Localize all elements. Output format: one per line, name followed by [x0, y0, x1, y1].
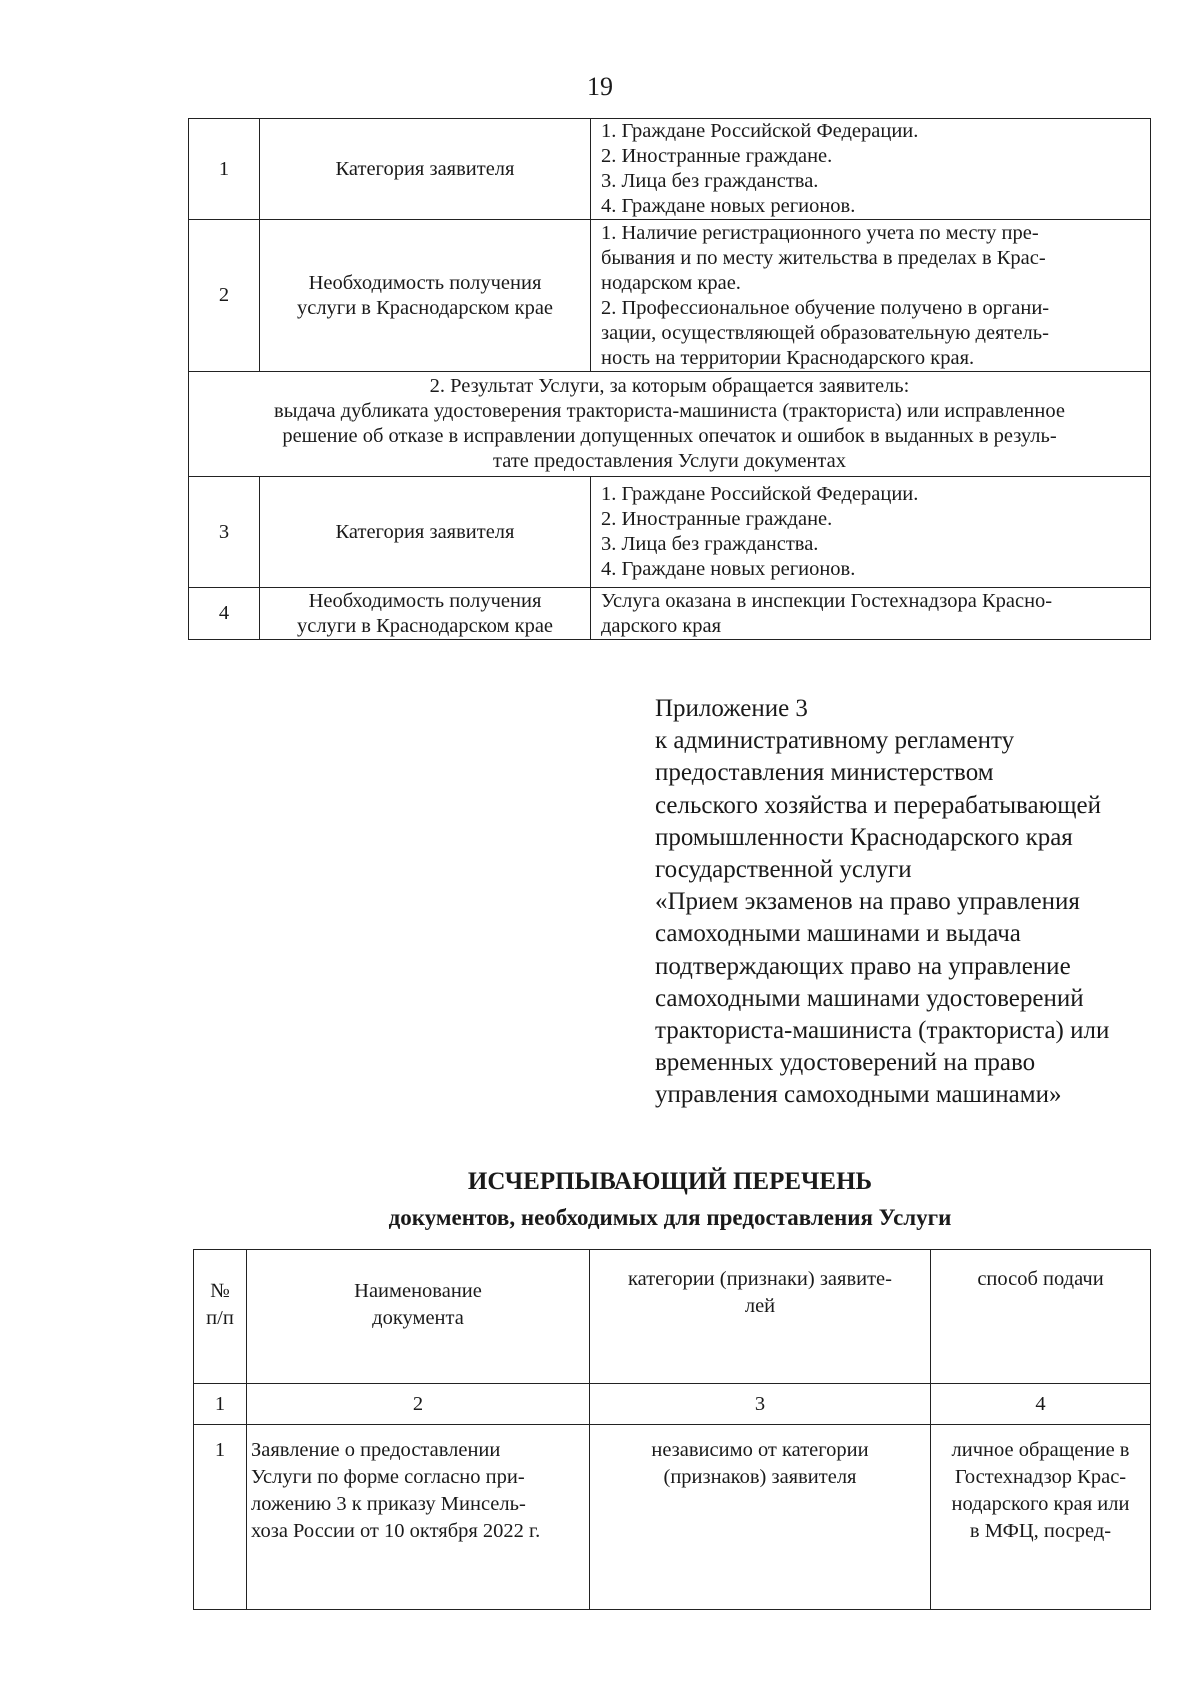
appendix-line: Приложение 3 — [655, 695, 808, 722]
appendix-line: самоходными машинами удостоверений — [655, 984, 1084, 1012]
header-line: лей — [744, 1295, 776, 1317]
section-line: решение об отказе в исправлении допущенных опечаток и ошибок в выданных в резуль- — [282, 425, 1057, 447]
table-row — [194, 1425, 1151, 1610]
criterion-line: услуги в Краснодарском крае — [296, 614, 554, 637]
document-title: ИСЧЕРПЫВАЮЩИЙ ПЕРЕЧЕНЬ — [467, 1168, 873, 1195]
row-number: 3 — [189, 477, 260, 588]
cell-line: Услуги по форме согласно при- — [251, 1466, 525, 1488]
value-line: бывания и по месту жительства в пределах в Крас- — [601, 246, 1046, 269]
cell-line: хоза России от 10 октября 2022 г. — [251, 1520, 541, 1542]
submission-method — [931, 1425, 1151, 1610]
section-line: выдача дубликата удостоверения тракториста-машиниста (тракториста) или исправленное — [274, 400, 1065, 422]
row-values — [591, 588, 1151, 640]
applicant-category — [590, 1425, 931, 1610]
appendix-line: государственной услуги — [655, 856, 912, 884]
value-line: 1. Наличие регистрационного учета по месту пре- — [601, 221, 1039, 244]
cell-line: независимо от категории — [651, 1439, 869, 1461]
cell-line: Заявление о предоставлении — [251, 1439, 501, 1461]
criterion-line: Необходимость получения — [308, 271, 542, 294]
header-number — [194, 1250, 247, 1384]
table-row — [189, 588, 1151, 640]
row-number: 1 — [189, 119, 260, 220]
row-number: 4 — [189, 588, 260, 640]
value-line: 3. Лица без гражданства. — [601, 533, 819, 555]
page-number: 19 — [587, 72, 613, 101]
value-line: 4. Граждане новых регионов. — [601, 558, 856, 580]
document-subtitle: документов, необходимых для предоставления Услуги — [388, 1205, 952, 1230]
header-line: Наименование — [354, 1280, 482, 1302]
appendix-heading — [655, 693, 1175, 1112]
cell-line: в МФЦ, посред- — [969, 1520, 1112, 1542]
documents-table — [193, 1249, 1151, 1610]
header-submission-method — [931, 1250, 1151, 1384]
column-numbers-row — [194, 1384, 1151, 1425]
value-line: дарского края — [601, 614, 722, 637]
value-line: 2. Иностранные граждане. — [601, 145, 833, 167]
row-criterion — [260, 220, 591, 372]
value-line: 3. Лица без гражданства. — [601, 170, 819, 192]
row-values — [591, 477, 1151, 588]
row-criterion — [260, 588, 591, 640]
cell-line: Гостехнадзор Крас- — [954, 1466, 1127, 1488]
criterion-line: Категория заявителя — [335, 157, 515, 180]
header-line: № — [210, 1280, 230, 1302]
header-line: п/п — [206, 1307, 234, 1329]
table-header-row — [194, 1250, 1151, 1384]
value-line: 2. Иностранные граждане. — [601, 508, 833, 530]
applicant-conditions-table — [188, 118, 1151, 640]
row-values — [591, 220, 1151, 372]
row-number: 1 — [194, 1425, 247, 1610]
table-row — [189, 220, 1151, 372]
appendix-line: тракториста-машиниста (тракториста) или — [655, 1017, 1110, 1045]
value-line: нодарском крае. — [601, 271, 741, 294]
row-criterion — [260, 477, 591, 588]
appendix-line: самоходными машинами и выдача — [655, 920, 1021, 948]
row-criterion — [260, 119, 591, 220]
table-row — [189, 119, 1151, 220]
result-section — [189, 372, 1151, 477]
column-number: 1 — [194, 1384, 247, 1425]
header-line: категории (признаки) заявите- — [628, 1268, 892, 1290]
value-line: 1. Граждане Российской Федерации. — [601, 120, 919, 142]
document-name — [247, 1425, 590, 1610]
section-row — [189, 372, 1151, 477]
section-line: тате предоставления Услуги документах — [493, 450, 846, 472]
value-line: 2. Профессиональное обучение получено в органи- — [601, 296, 1050, 319]
value-line: ность на территории Краснодарского края. — [601, 346, 975, 369]
value-line: зации, осуществляющей образовательную деятель- — [601, 321, 1049, 344]
column-number: 2 — [247, 1384, 590, 1425]
header-line: документа — [372, 1307, 464, 1329]
appendix-line: предоставления министерством — [655, 759, 994, 787]
table-row — [189, 477, 1151, 588]
column-number: 4 — [931, 1384, 1151, 1425]
value-line: 4. Граждане новых регионов. — [601, 195, 856, 217]
appendix-line: «Прием экзаменов на право управления — [655, 888, 1080, 916]
appendix-line: сельского хозяйства и перерабатывающей — [655, 791, 1102, 819]
header-applicant-category — [590, 1250, 931, 1384]
cell-line: нодарского края или — [951, 1493, 1130, 1515]
cell-line: ложению 3 к приказу Минсель- — [251, 1493, 526, 1515]
cell-line: личное обращение в — [951, 1439, 1130, 1461]
appendix-line: к административному регламенту — [655, 727, 1015, 755]
value-line: 1. Граждане Российской Федерации. — [601, 483, 919, 505]
row-values — [591, 119, 1151, 220]
section-line: 2. Результат Услуги, за которым обращается заявитель: — [429, 375, 910, 397]
row-number: 2 — [189, 220, 260, 372]
appendix-line: промышленности Краснодарского края — [655, 823, 1073, 851]
header-document-name — [247, 1250, 590, 1384]
column-number: 3 — [590, 1384, 931, 1425]
appendix-line: подтверждающих право на управление — [655, 952, 1071, 980]
criterion-line: услуги в Краснодарском крае — [296, 296, 554, 319]
value-line: Услуга оказана в инспекции Гостехнадзора Красно- — [601, 589, 1053, 612]
header-line: способ подачи — [977, 1268, 1104, 1290]
criterion-line: Категория заявителя — [335, 520, 515, 543]
appendix-line: временных удостоверений на право — [655, 1049, 1036, 1077]
appendix-line: управления самоходными машинами» — [655, 1081, 1062, 1109]
cell-line: (признаков) заявителя — [663, 1466, 857, 1488]
criterion-line: Необходимость получения — [308, 589, 542, 612]
